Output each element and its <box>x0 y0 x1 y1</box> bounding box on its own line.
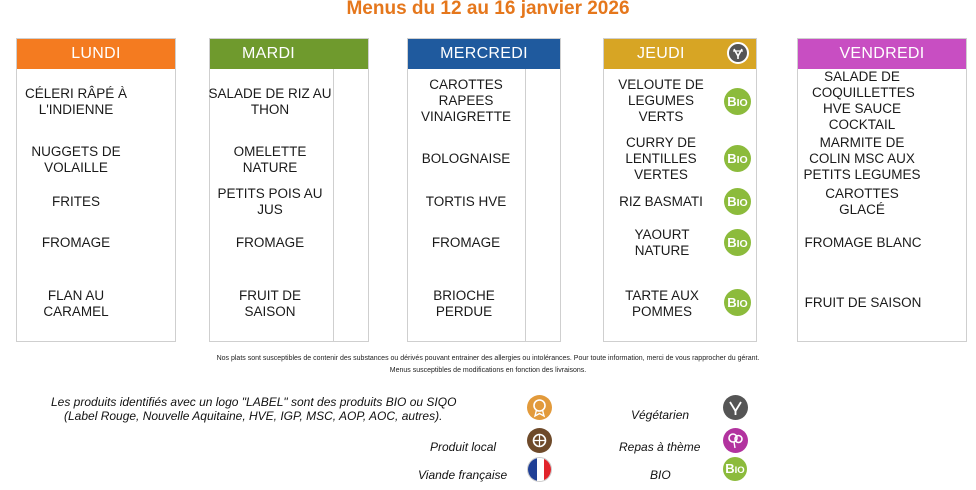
dish-lundi-4: FROMAGE <box>41 235 111 250</box>
legend-label-text-1: Les produits identifiés avec un logo "LABEL" sont des produits BIO ou SIQO <box>51 395 457 409</box>
dish-mardi-5: FRUIT DE SAISON <box>238 288 301 319</box>
dish-vendredi-2: MARMITE DE COLIN MSC AUX PETITS LEGUMES <box>803 135 921 182</box>
day-header-mardi: MARDI <box>210 39 368 69</box>
day-header-lundi: LUNDI <box>17 39 175 69</box>
legend-label-text-2: (Label Rouge, Nouvelle Aquitaine, HVE, IGP, MSC, AOP, AOC, autres). <box>64 409 443 423</box>
bio-icon: BIO <box>724 289 751 316</box>
dish-mercredi-5: BRIOCHE PERDUE <box>433 288 495 319</box>
legend-produit-local: Produit local <box>430 440 497 454</box>
dish-vendredi-4: FROMAGE BLANC <box>804 235 922 250</box>
legend-bio: BIO <box>650 468 671 482</box>
dish-mercredi-3: TORTIS HVE <box>425 194 507 209</box>
legend-vegetarien: Végétarien <box>631 408 690 422</box>
dish-mercredi-1: CAROTTES RAPEES VINAIGRETTE <box>420 77 511 124</box>
label-icon <box>527 395 552 420</box>
dish-jeudi-5: TARTE AUX POMMES <box>625 288 699 319</box>
dish-lundi-2: NUGGETS DE VOLAILLE <box>31 144 121 175</box>
dish-mardi-4: FROMAGE <box>235 235 305 250</box>
dish-lundi-3: FRITES <box>51 194 100 209</box>
dish-lundi-5: FLAN AU CARAMEL <box>43 288 109 319</box>
dish-mardi-1: SALADE DE RIZ AU THON <box>208 86 332 117</box>
allergy-note: Nos plats sont susceptibles de contenir des substances ou dérivés pouvant entrainer des allergies ou intolérances. Pour toute information, merci de vous rapprocher du gérant. <box>216 355 760 362</box>
modification-note: Menus susceptibles de modifications en fonction des livraisons. <box>389 367 587 374</box>
page-title: Menus du 12 au 16 janvier 2026 <box>346 0 630 19</box>
dish-vendredi-1: SALADE DE COQUILLETTES HVE SAUCE COCKTAIL <box>812 69 915 132</box>
legend-viande-francaise: Viande française <box>418 468 508 482</box>
dish-mardi-2: OMELETTE NATURE <box>233 144 307 175</box>
dish-jeudi-3: RIZ BASMATI <box>619 194 703 209</box>
dish-mercredi-2: BOLOGNAISE <box>421 151 511 166</box>
french-flag-icon <box>527 457 552 482</box>
vegetarian-icon <box>723 395 748 420</box>
bio-icon: BIO <box>724 188 751 215</box>
local-product-icon <box>527 428 552 453</box>
dish-jeudi-2: CURRY DE LENTILLES VERTES <box>625 135 697 182</box>
dish-mercredi-4: FROMAGE <box>431 235 501 250</box>
dish-mardi-3: PETITS POIS AU JUS <box>217 186 323 217</box>
bio-icon: BIO <box>724 229 751 256</box>
dish-vendredi-3: CAROTTES GLACÉ <box>825 186 899 217</box>
day-header-mercredi: MERCREDI <box>408 39 560 69</box>
bio-icon: BIO <box>724 88 751 115</box>
vegetarian-icon <box>727 42 749 64</box>
bio-icon: BIO <box>723 457 747 481</box>
theme-meal-icon <box>723 428 748 453</box>
dish-vendredi-5: FRUIT DE SAISON <box>804 295 922 310</box>
dish-lundi-1: CÉLERI RÂPÉ À L'INDIENNE <box>24 86 128 117</box>
legend-repas-theme: Repas à thème <box>619 440 701 454</box>
day-header-vendredi: VENDREDI <box>798 39 966 69</box>
bio-icon: BIO <box>724 145 751 172</box>
dish-jeudi-1: VELOUTE DE LEGUMES VERTS <box>618 77 704 124</box>
dish-jeudi-4: YAOURT NATURE <box>634 227 690 258</box>
day-header-jeudi: JEUDI <box>604 39 756 69</box>
